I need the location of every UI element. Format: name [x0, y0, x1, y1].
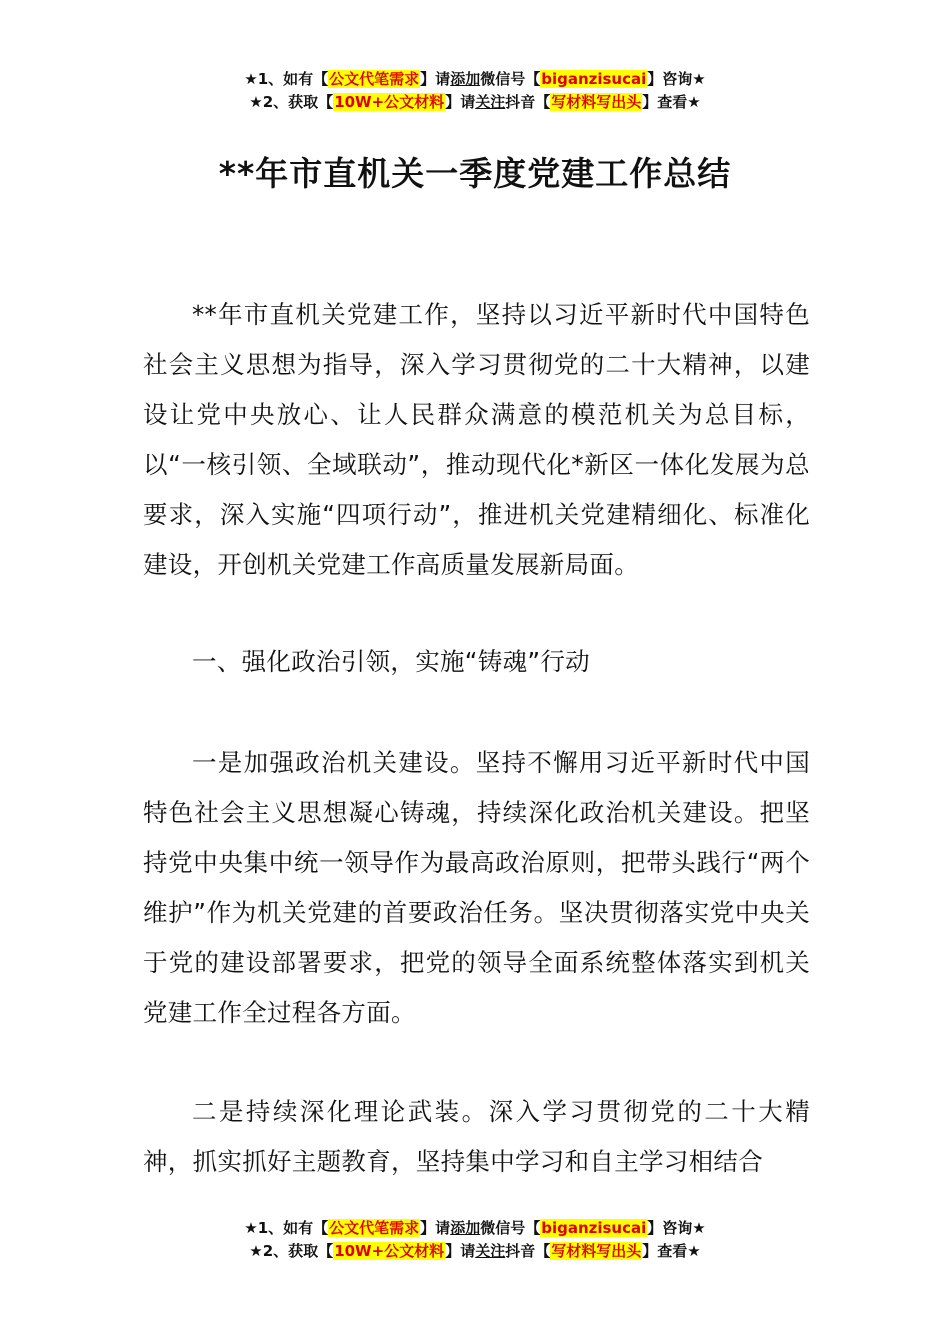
- footer-line-2: [0, 1240, 950, 1263]
- intro-paragraph-block: [143, 290, 810, 590]
- header-line-1: [0, 68, 950, 91]
- footer-line-2-suffix: 】查看★: [642, 1242, 701, 1260]
- footer-underline-add: 添加: [450, 1219, 481, 1237]
- header-line-2-prefix: ★2、获取【: [249, 93, 334, 111]
- footer-highlight-wechat: biganzisucai: [541, 1219, 647, 1237]
- footer-highlight-service: 公文代笔需求: [329, 1219, 420, 1237]
- footer-line-1-suffix: 】咨询★: [647, 1219, 706, 1237]
- section-1-heading-block: [143, 637, 810, 687]
- header-banner: [0, 68, 950, 114]
- header-line-1-prefix: ★1、如有【: [244, 70, 329, 88]
- footer-line-1-text: 】请: [420, 1219, 451, 1237]
- paragraph-2-block: [143, 1087, 810, 1187]
- document-title: **年市直机关一季度党建工作总结: [218, 154, 732, 193]
- header-line-2-text: 】请: [445, 93, 476, 111]
- header-highlight-service: 公文代笔需求: [329, 70, 420, 88]
- footer-line-1: [0, 1217, 950, 1240]
- footer-highlight-materials: 10W+公文材料: [334, 1242, 445, 1260]
- footer-line-2-text-2: 抖音【: [505, 1242, 551, 1260]
- footer-line-1-prefix: ★1、如有【: [244, 1219, 329, 1237]
- section-1-heading: 一、强化政治引领，实施“铸魂”行动: [192, 647, 590, 676]
- header-underline-add: 添加: [450, 70, 481, 88]
- paragraph-2: 二是持续深化理论武装。深入学习贯彻党的二十大精神，抓实抓好主题教育，坚持集中学习和自主学习相结合: [143, 1097, 810, 1176]
- footer-line-2-text: 】请: [445, 1242, 476, 1260]
- intro-paragraph: **年市直机关党建工作，坚持以习近平新时代中国特色社会主义思想为指导，深入学习贯彻党的二十大精神，以建设让党中央放心、让人民群众满意的模范机关为总目标，以“一核引领、全域联动”，推动现代化*新区一体化发展为总要求，深入实施“四项行动”，推进机关党建精细化、标准化建设，开创机关党建工作高质量发展新局面。: [143, 300, 810, 579]
- footer-banner: [0, 1217, 950, 1263]
- footer-line-2-prefix: ★2、获取【: [249, 1242, 334, 1260]
- paragraph-1: 一是加强政治机关建设。坚持不懈用习近平新时代中国特色社会主义思想凝心铸魂，持续深化政治机关建设。把坚持党中央集中统一领导作为最高政治原则，把带头践行“两个维护”作为机关党建的首要政治任务。坚决贯彻落实党中央关于党的建设部署要求，把党的领导全面系统整体落实到机关党建工作全过程各方面。: [143, 748, 810, 1027]
- header-line-2-text-2: 抖音【: [505, 93, 551, 111]
- header-highlight-materials: 10W+公文材料: [334, 93, 445, 111]
- header-line-1-text-2: 微信号【: [480, 70, 541, 88]
- footer-underline-follow: 关注: [475, 1242, 506, 1260]
- paragraph-1-block: [143, 738, 810, 1038]
- header-highlight-douyin: 写材料写出头: [551, 93, 642, 111]
- footer-highlight-douyin: 写材料写出头: [551, 1242, 642, 1260]
- footer-line-1-text-2: 微信号【: [480, 1219, 541, 1237]
- header-line-2-suffix: 】查看★: [642, 93, 701, 111]
- header-line-1-text: 】请: [420, 70, 451, 88]
- header-highlight-wechat: biganzisucai: [541, 70, 647, 88]
- header-line-1-suffix: 】咨询★: [647, 70, 706, 88]
- header-underline-follow: 关注: [475, 93, 506, 111]
- header-line-2: [0, 91, 950, 114]
